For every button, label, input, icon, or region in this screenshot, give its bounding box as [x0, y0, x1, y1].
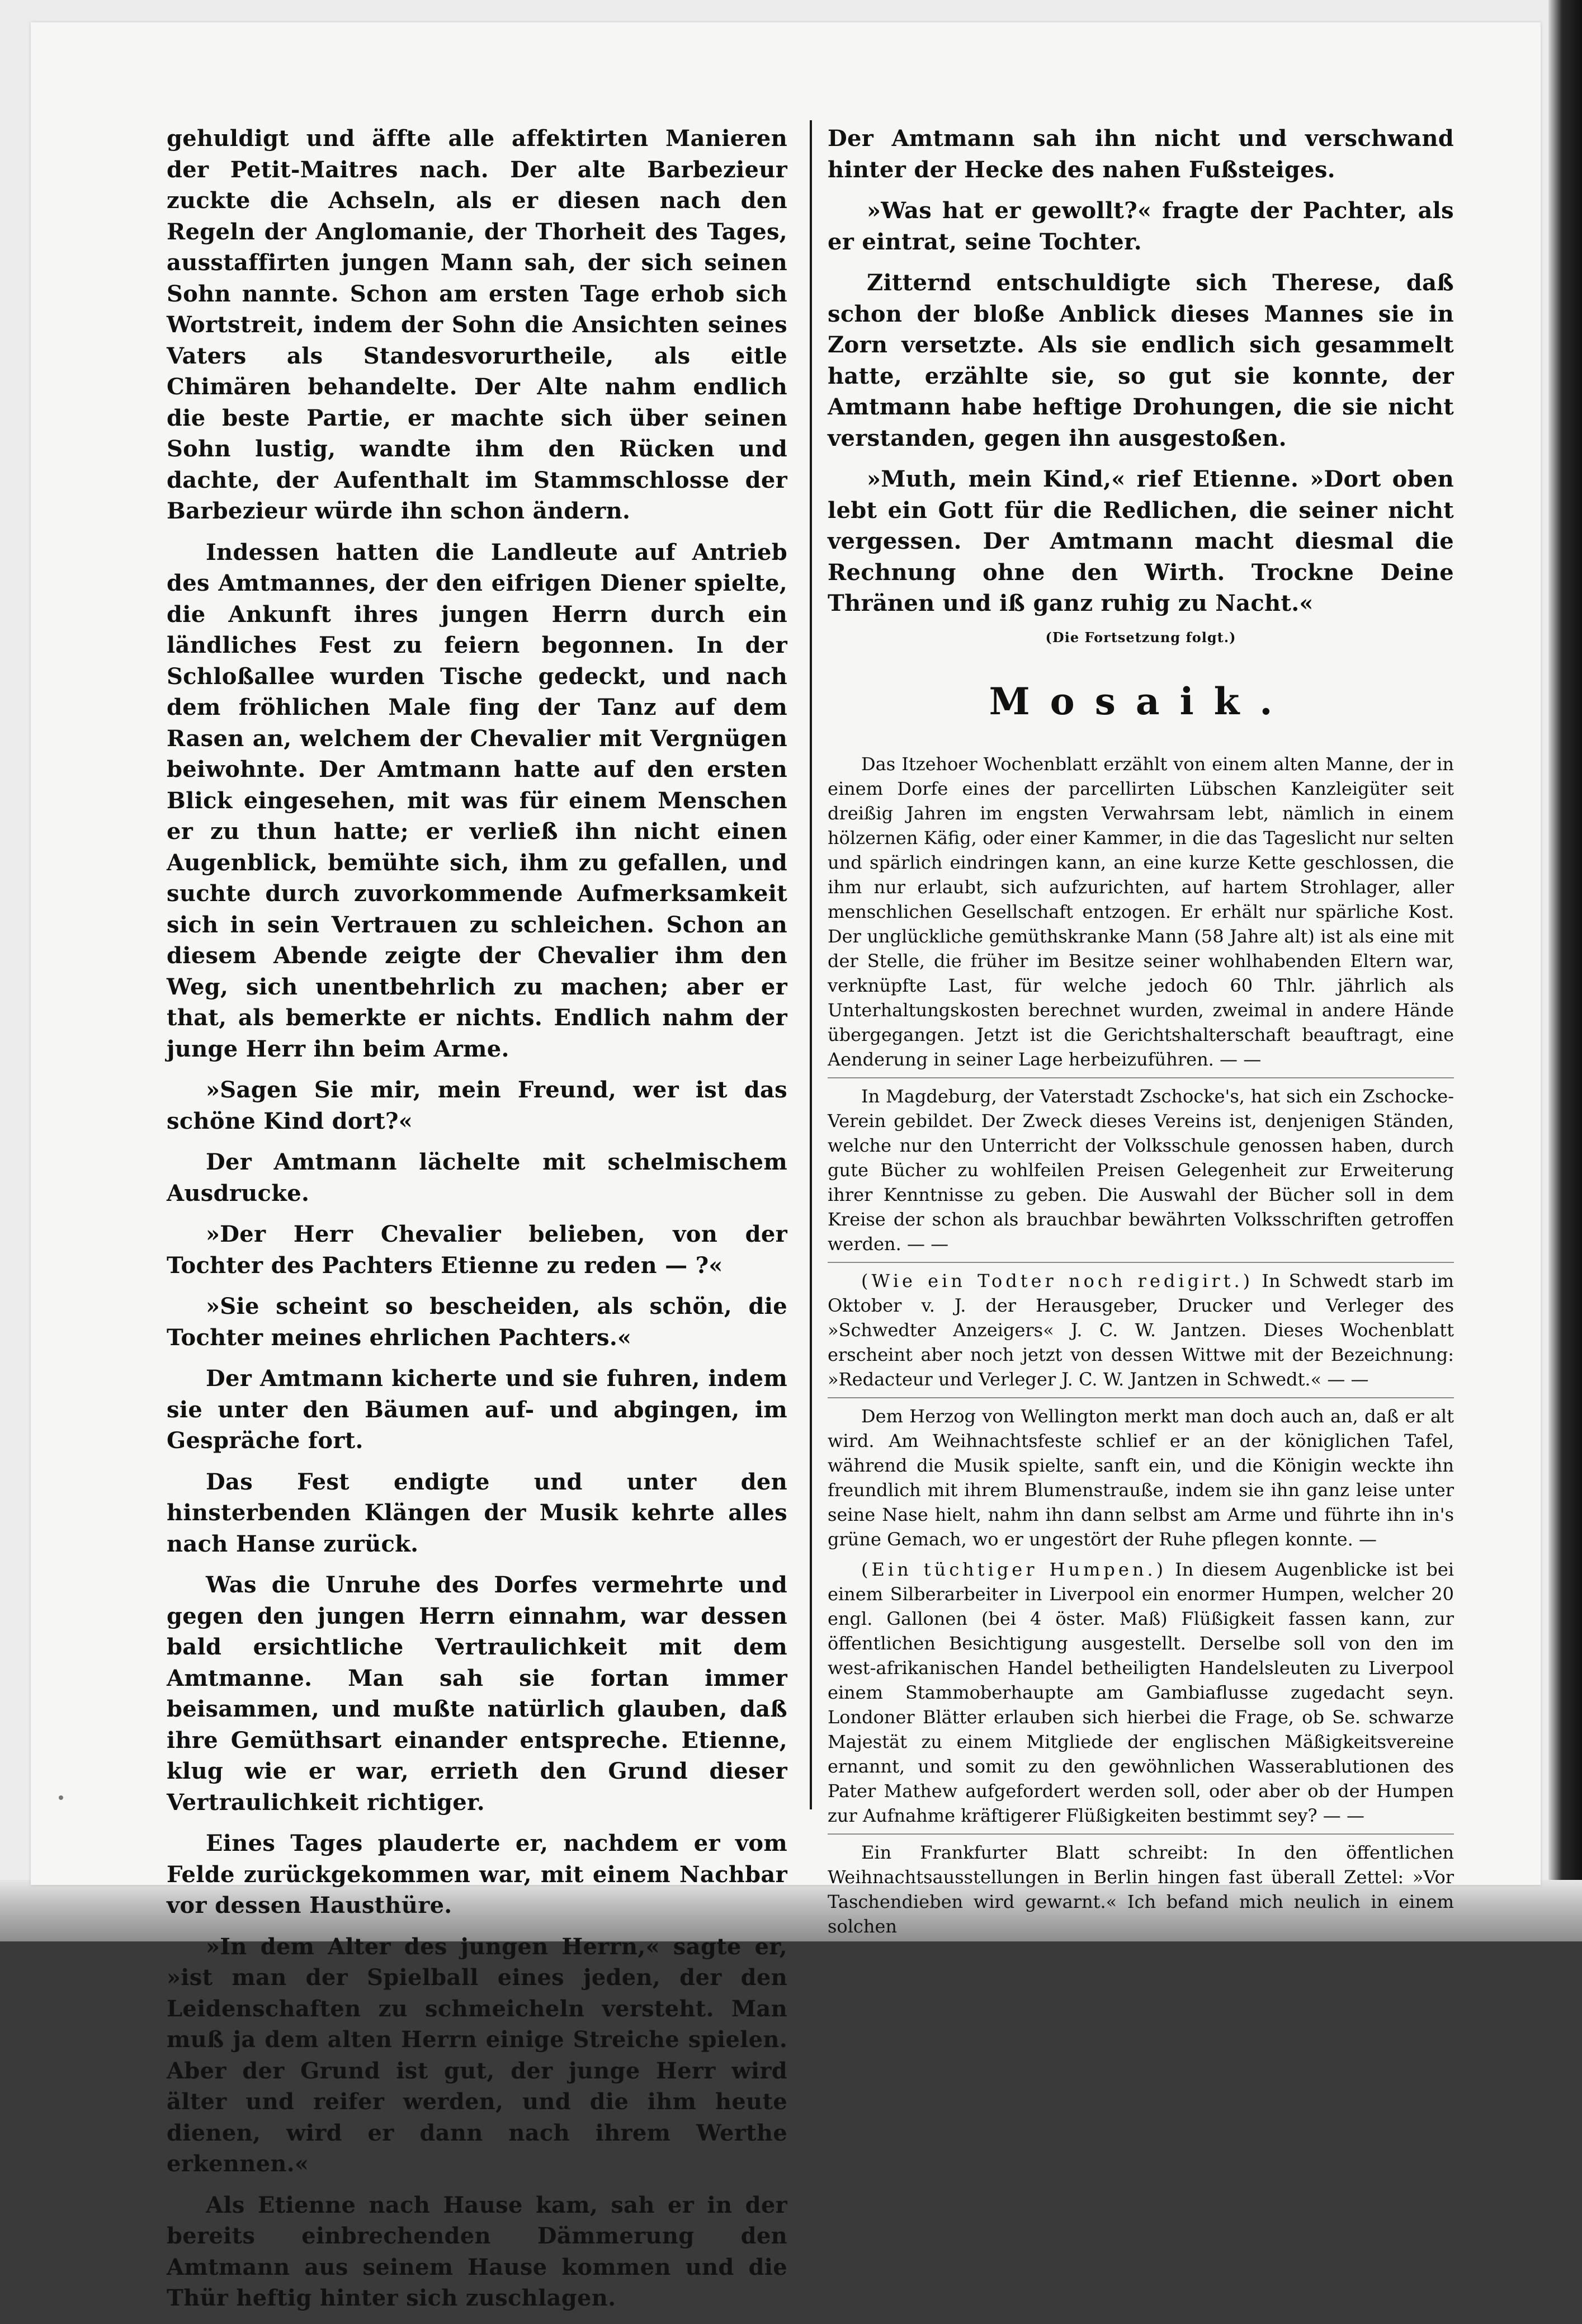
mosaic-item: [828, 1084, 1454, 1256]
column-rule: [810, 120, 812, 1809]
continued-note: (Die Fortsetzung folgt.): [1045, 629, 1236, 645]
item-divider: [828, 1397, 1454, 1398]
mosaic-item: [828, 1840, 1454, 1939]
dialogue-line: »Der Herr Chevalier belieben, von der Tochter des Pachters Etienne zu reden — ?«: [167, 1221, 787, 1279]
dialogue-line: »Sagen Sie mir, mein Freund, wer ist das schöne Kind dort?«: [167, 1077, 787, 1134]
paragraph: Eines Tages plauderte er, nachdem er vom Felde zurückgekommen war, mit einem Nachbar vor dessen Hausthüre.: [167, 1830, 787, 1918]
paragraph: Das Fest endigte und unter den hinsterbenden Klängen der Musik kehrte alles nach Hanse zurück.: [167, 1468, 787, 1557]
mosaic-item: [828, 1404, 1454, 1552]
paragraph: Der Amtmann lächelte mit schelmischem Ausdrucke.: [167, 1149, 787, 1206]
book-edge-right: [1548, 0, 1582, 1941]
dialogue-line: »Muth, mein Kind,« rief Etienne. »Dort oben lebt ein Gott für die Redlichen, die seiner nicht vergessen. Der Amtmann macht diesmal die Rechnung ohne den Wirth. Trockne Deine Thränen und iß ganz ruhig zu Nacht.«: [828, 466, 1454, 616]
mosaic-item-text: Dem Herzog von Wellington merkt man doch auch an, daß er alt wird. Am Weihnachtsfeste schlief er an der königlichen Tafel, während die Musik spielte, sanft ein, und die Königin weckte ihn freundlich mit ihrem Blumenstrauße, indem sie ihn ganz leise unter seine Nase hielt, nahm ihn dann selbst am Arme und führte ihn in's grüne Gemach, wo er ungestört der Ruhe pflegen konnte. —: [828, 1405, 1454, 1550]
dialogue-line: »In dem Alter des jungen Herrn,« sagte er, »ist man der Spielball eines jeden, der den Leidenschaften zu schmeicheln versteht. Man muß ja dem alten Herrn einige Streiche spielen. Aber der Grund ist gut, der junge Herr wird älter und reifer werden, und die ihm heute dienen, wird er dann nach ihrem Werthe erkennen.«: [167, 1933, 787, 2177]
mosaic-item-heading: (Wie ein Todter noch redigirt.): [861, 1270, 1254, 1291]
paragraph: Der Amtmann kicherte und sie fuhren, indem sie unter den Bäumen auf- und abgingen, im Gespräche fort.: [167, 1365, 787, 1454]
dialogue-line: »Was hat er gewollt?« fragte der Pachter, als er eintrat, seine Tochter.: [828, 197, 1454, 255]
item-divider: [828, 1262, 1454, 1263]
right-column: [828, 123, 1454, 1944]
paragraph: Was die Unruhe des Dorfes vermehrte und gegen den jungen Herrn einnahm, war dessen bald ersichtliche Vertraulichkeit mit dem Amtmanne. Man sah sie fortan immer beisammen, und mußte natürlich glauben, daß ihre Gemüthsart einander entspreche. Etienne, klug wie er war, errieth den Grund dieser Vertraulichkeit richtiger.: [167, 1572, 787, 1816]
margin-mark: [59, 1795, 63, 1800]
dialogue-line: »Sie scheint so bescheiden, als schön, die Tochter meines ehrlichen Pachters.«: [167, 1293, 787, 1351]
mosaic-item: [828, 1557, 1454, 1828]
section-title: Mosaik.: [989, 679, 1293, 723]
left-column: [167, 123, 787, 2324]
mosaic-item-text: Das Itzehoer Wochenblatt erzählt von einem alten Manne, der in einem Dorfe eines der parcellirten Lübschen Kanzleigüter seit dreißig Jahren im engsten Verwahrsam lebt, nämlich in einem hölzernen Käfig, oder einer Kammer, in die das Tageslicht nur selten und spärlich eindringen kann, an eine kurze Kette geschlossen, die ihm nur erlaubt, sich aufzurichten, auf hartem Strohlager, aller menschlichen Gesellschaft entzogen. Er erhält nur spärliche Kost. Der unglückliche gemüthskranke Mann (58 Jahre alt) ist als eine mit der Stelle, die früher im Besitze seiner wohlhabenden Eltern war, verknüpfte Last, für welche jedoch 60 Thlr. jährlich als Unterhaltungskosten berechnet wurden, zweimal in andere Hände übergegangen. Jetzt ist die Gerichtshalterschaft beauftragt, eine Aenderung in seiner Lage herbeizuführen. — —: [828, 753, 1454, 1070]
mosaic-item: [828, 1269, 1454, 1392]
mosaic-item-text: Ein Frankfurter Blatt schreibt: In den öffentlichen Weihnachtsausstellungen in Berlin hingen fast überall Zettel: »Vor Taschendieben wird gewarnt.« Ich befand mich neulich in einem solchen: [828, 1841, 1454, 1937]
paragraph: gehuldigt und äffte alle affektirten Manieren der Petit-Maitres nach. Der alte Barbezieur zuckte die Achseln, als er diesen nach den Regeln der Anglomanie, der Thorheit des Tages, ausstaffirten jungen Mann sah, der sich seinen Sohn nannte. Schon am ersten Tage erhob sich Wortstreit, indem der Sohn die Ansichten seines Vaters als Standesvorurtheile, als eitle Chimären behandelte. Der Alte nahm endlich die beste Partie, er machte sich über seinen Sohn lustig, wandte ihm den Rücken und dachte, der Aufenthalt im Stammschlosse der Barbezieur würde ihn schon ändern.: [167, 125, 787, 524]
paragraph: Zitternd entschuldigte sich Therese, daß schon der bloße Anblick dieses Mannes sie in Zorn versetzte. Als sie endlich sich gesammelt hatte, erzählte sie, so gut sie konnte, der Amtmann habe heftige Drohungen, die sie nicht verstanden, gegen ihn ausgestoßen.: [828, 270, 1454, 451]
paragraph: Als Etienne nach Hause kam, sah er in der bereits einbrechenden Dämmerung den Amtmann aus seinem Hause kommen und die Thür heftig hinter sich zuschlagen.: [167, 2191, 787, 2311]
mosaic-item-heading: (Ein tüchtiger Humpen.): [861, 1558, 1167, 1580]
mosaic-item: [828, 752, 1454, 1072]
mosaic-item-text: In Magdeburg, der Vaterstadt Zschocke's, hat sich ein Zschocke-Verein gebildet. Der Zweck dieses Vereins ist, denjenigen Ständen, welche nur den Unterricht der Volksschule genossen haben, durch gute Bücher zu wohlfeilen Preisen Gelegenheit zur Erweiterung ihrer Kenntnisse zu geben. Die Auswahl der Bücher soll in dem Kreise der schon als brauchbar bewährten Volksschriften getroffen werden. — —: [828, 1085, 1454, 1255]
paragraph: Der Amtmann sah ihn nicht und verschwand hinter der Hecke des nahen Fußsteiges.: [828, 125, 1454, 183]
item-divider: [828, 1077, 1454, 1078]
mosaic-item-text: In diesem Augenblicke ist bei einem Silberarbeiter in Liverpool ein enormer Humpen, welcher 20 engl. Gallonen (bei 4 öster. Maß) Flüßigkeit fassen kann, zur öffentlichen Besichtigung ausgestellt. Derselbe soll von den im west-afrikanischen Handel betheiligten Handelsleuten zu Liverpool einem Stammoberhaupte am Gambiaflusse zugedacht seyn. Londoner Blätter erlauben sich hierbei die Frage, ob Se. schwarze Majestät zu einem Mitgliede der englischen Mäßigkeitsvereine ernannt, und somit zu den gewöhnlichen Wasserablutionen des Pater Mathew aufgefordert werden soll, oder aber ob der Humpen zur Aufnahme kräftigerer Flüßigkeiten bestimmt sey? — —: [828, 1558, 1454, 1826]
mosaic-item-text: In Schwedt starb im Oktober v. J. der Herausgeber, Drucker und Verleger des »Schwedter Anzeigers« J. C. W. Jantzen. Dieses Wochenblatt erscheint aber noch jetzt von dessen Wittwe mit der Bezeichnung: »Redacteur und Verleger J. C. W. Jantzen in Schwedt.« — —: [828, 1270, 1455, 1390]
paragraph: Indessen hatten die Landleute auf Antrieb des Amtmannes, der den eifrigen Diener spielte, die Ankunft ihres jungen Herrn durch ein ländliches Fest zu feiern begonnen. In der Schloßallee wurden Tische gedeckt, und nach dem fröhlichen Male fing der Tanz auf dem Rasen an, welchem der Chevalier mit Vergnügen beiwohnte. Der Amtmann hatte auf den ersten Blick eingesehen, mit was für einem Menschen er zu thun hatte; er verließ ihn nicht einen Augenblick, bemühte sich, ihm zu gefallen, und suchte durch zuvorkommende Aufmerksamkeit sich in sein Vertrauen zu schleichen. Schon an diesem Abende zeigte der Chevalier ihm den Weg, sich unentbehrlich zu machen; aber er that, als bemerkte er nichts. Endlich nahm der junge Herr ihn beim Arme.: [167, 539, 787, 1062]
item-divider: [828, 1833, 1454, 1835]
